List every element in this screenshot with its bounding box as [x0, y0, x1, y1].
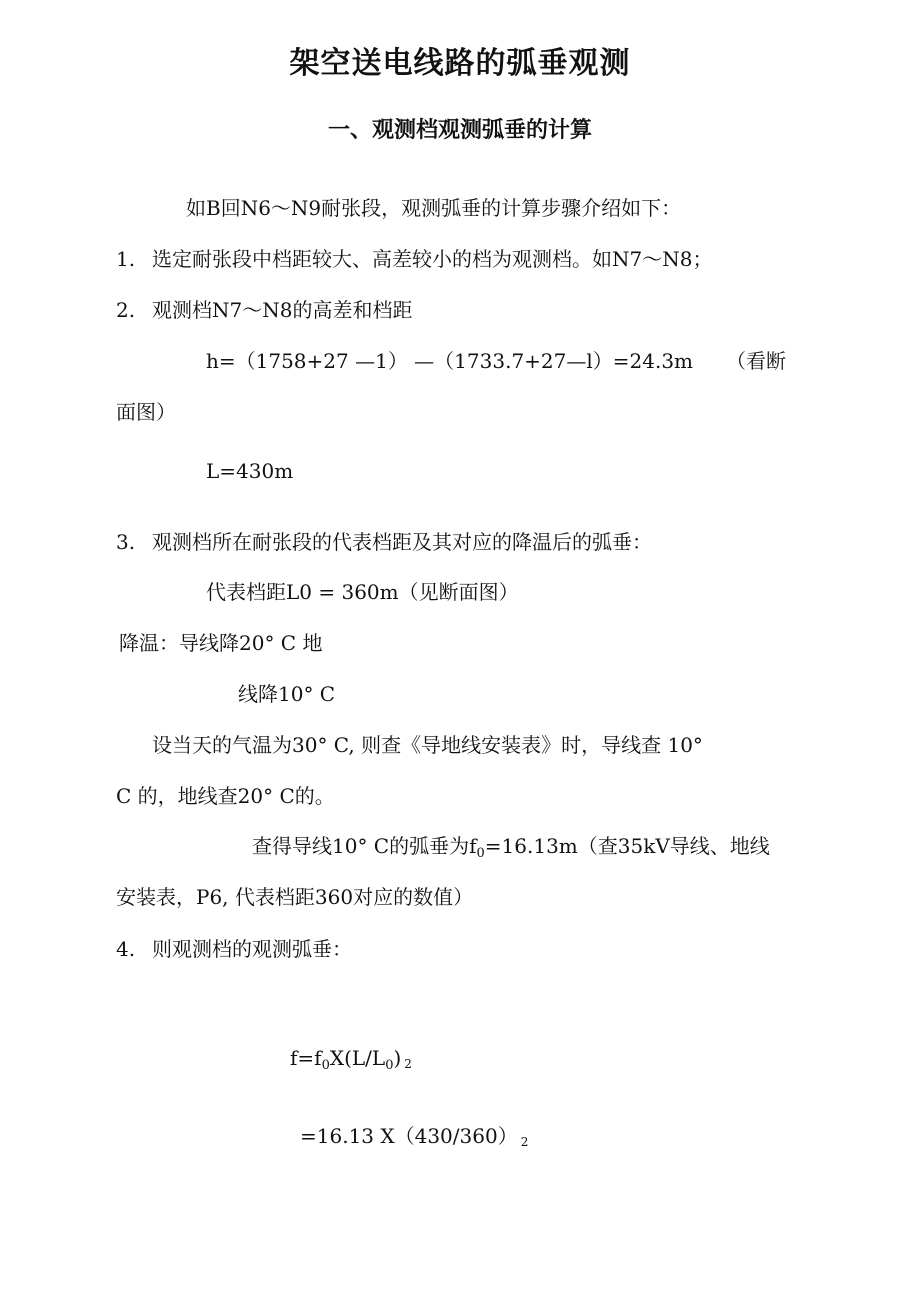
list-item-text: 选定耐张段中档距较大、高差较小的档为观测档。如N7～N8； — [152, 247, 713, 271]
list-item — [116, 530, 652, 554]
page-title: 架空送电线路的弧垂观测 — [289, 46, 631, 81]
formula-sag-substituted — [300, 1124, 528, 1154]
cooling-line-1: 降温：导线降20° C 地 — [119, 631, 323, 655]
temperature-line-2: C 的，地线查20° C的。 — [116, 784, 335, 808]
formula-note-end: 面图） — [116, 400, 176, 424]
list-item — [116, 298, 412, 322]
cooling-line-2: 线降10° C — [238, 682, 336, 706]
intro-paragraph: 如B回N6～N9耐张段，观测弧垂的计算步骤介绍如下： — [186, 196, 682, 220]
formula-exponent: 2 — [404, 1057, 412, 1071]
list-item-number: 2. — [116, 298, 136, 322]
representative-span: 代表档距L0 = 360m（见断面图） — [206, 580, 519, 604]
formula-part: f=f — [290, 1046, 322, 1070]
sag-text-continued: =16.13m（查35kV导线、地线 — [484, 834, 770, 858]
sag-line-2: 安装表，P6, 代表档距360对应的数值） — [116, 885, 474, 909]
formula-part: X(L/L — [329, 1046, 386, 1070]
sag-line-1 — [252, 834, 770, 861]
list-item-number: 4. — [116, 937, 136, 961]
list-item-text: 则观测档的观测弧垂： — [152, 937, 352, 961]
sag-subscript: 0 — [476, 846, 485, 861]
formula-height-difference: h=（1758+27 —1） —（1733.7+27—l）=24.3m — [206, 349, 694, 373]
formula-subscript: 0 — [385, 1058, 394, 1073]
sag-text: 查得导线10° C的弧垂为f — [252, 834, 477, 858]
formula-exponent: 2 — [520, 1135, 529, 1149]
formula-part: =16.13 X（430/360） — [300, 1124, 518, 1148]
list-item — [116, 937, 352, 961]
list-item-text: 观测档N7～N8的高差和档距 — [152, 298, 413, 322]
formula-span-length: L=430m — [206, 459, 294, 483]
list-item-number: 1. — [116, 247, 136, 271]
formula-sag — [290, 1046, 412, 1076]
list-item — [116, 247, 712, 271]
list-item-number: 3. — [116, 530, 136, 554]
section-heading: 一、观测档观测弧垂的计算 — [327, 118, 592, 143]
temperature-line-1: 设当天的气温为30° C, 则查《导地线安装表》时，导线查 10° — [152, 733, 703, 757]
list-item-text: 观测档所在耐张段的代表档距及其对应的降温后的弧垂： — [152, 530, 652, 554]
formula-subscript: 0 — [321, 1058, 330, 1073]
formula-note-start: （看断 — [726, 349, 786, 373]
formula-part: ) — [393, 1046, 402, 1070]
